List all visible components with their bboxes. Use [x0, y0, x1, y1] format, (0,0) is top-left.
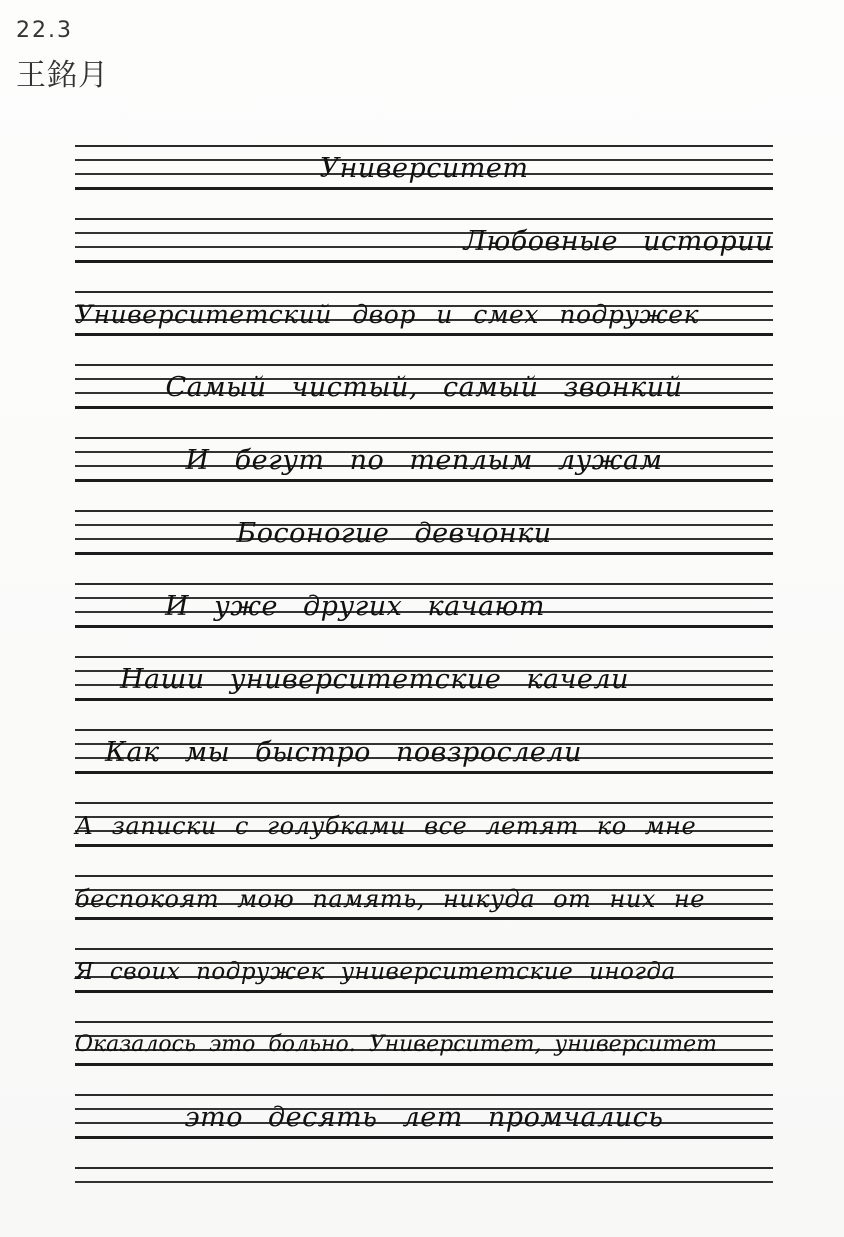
text-line: Самый чистый, самый звонкий	[165, 372, 683, 403]
text-line: это десять лет промчались	[184, 1102, 664, 1133]
text-line: Оказалось это больно. Университет, университет	[75, 1032, 717, 1057]
student-name-note: 王銘月	[16, 58, 109, 93]
text-line: Университетский двор и смех подружек	[75, 300, 700, 329]
text-line: Я своих подружек университетские иногда	[75, 959, 676, 985]
text-line: И бегут по теплым лужам	[185, 445, 663, 476]
document-title: Университет	[319, 153, 529, 184]
text-line: беспокоят мою память, никуда от них не	[75, 885, 705, 913]
text-line: Как мы быстро повзрослели	[105, 737, 582, 768]
text-line: Наши университетские качели	[120, 664, 629, 695]
text-line: Любовные истории	[463, 226, 773, 257]
text-line: А записки с голубками все летят ко мне	[75, 812, 697, 840]
text-line: Босоногие девчонки	[236, 518, 552, 549]
text-line: И уже других качают	[165, 591, 545, 622]
ruled-row	[75, 1167, 773, 1191]
date-note: 22.3	[16, 18, 73, 43]
